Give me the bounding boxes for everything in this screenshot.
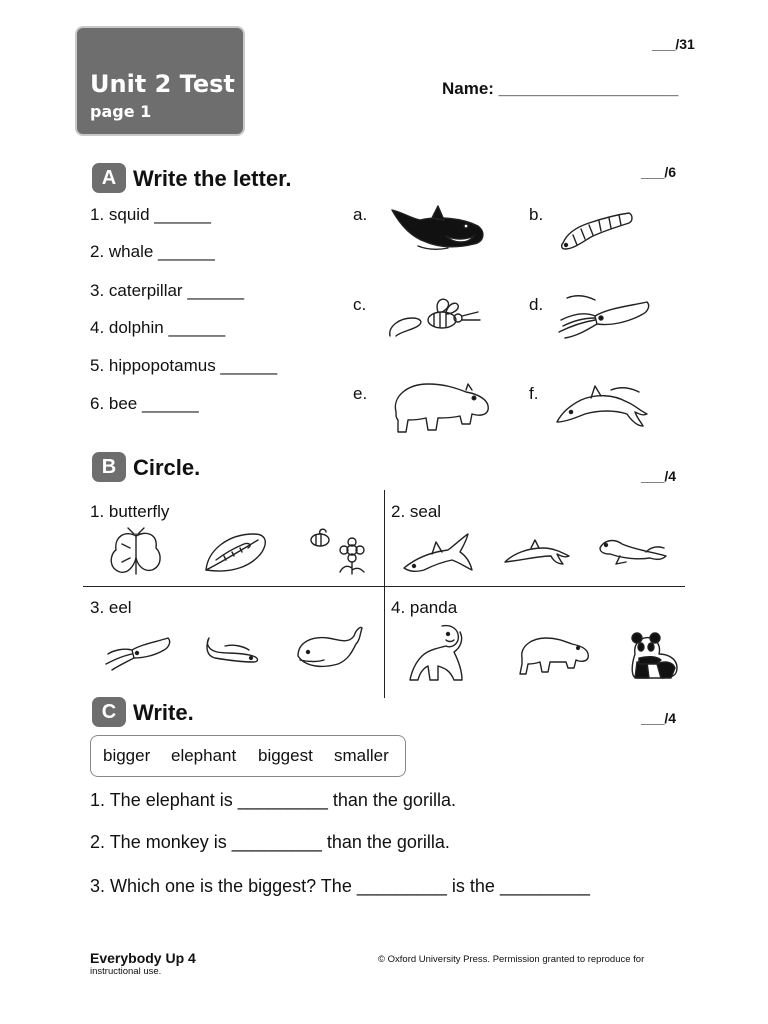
section-b-title: Circle.	[133, 455, 201, 480]
letter-a: a.	[353, 205, 368, 224]
section-b-score: ___/4	[641, 468, 677, 484]
sentence-2[interactable]: 2. The monkey is _________ than the gorilla.	[90, 832, 450, 852]
letter-f: f.	[529, 384, 539, 403]
section-a-badge: A	[92, 163, 126, 193]
shark-icon[interactable]	[402, 528, 474, 576]
sentence-1[interactable]: 1. The elephant is _________ than the gorilla.	[90, 790, 456, 810]
circle-item-3-label: 3. eel	[90, 598, 132, 617]
match-item-3[interactable]: 3. caterpillar ______	[90, 281, 245, 300]
squid-icon	[555, 292, 655, 342]
letter-c: c.	[353, 295, 367, 314]
circle-item-4-label: 4. panda	[391, 598, 458, 617]
whale-icon	[388, 202, 488, 254]
hippopotamus-icon[interactable]	[516, 634, 590, 676]
seal-icon[interactable]	[596, 532, 668, 568]
sentence-3[interactable]: 3. Which one is the biggest? The _________ is the _________	[90, 876, 591, 896]
butterfly-icon[interactable]	[104, 528, 168, 578]
bee-icon	[386, 292, 486, 342]
eel-icon[interactable]	[203, 634, 261, 666]
panda-icon[interactable]	[627, 632, 681, 680]
section-c-badge: C	[92, 697, 126, 727]
match-item-4[interactable]: 4. dolphin ______	[90, 318, 226, 337]
page-label: page 1	[90, 102, 152, 121]
letter-e: e.	[353, 384, 368, 403]
unit-title: Unit 2 Test	[90, 70, 235, 98]
dolphin-icon[interactable]	[503, 536, 573, 568]
footer-use: instructional use.	[90, 966, 162, 977]
dolphin-icon	[555, 380, 651, 432]
match-item-6[interactable]: 6. bee ______	[90, 394, 199, 413]
circle-item-1-label: 1. butterfly	[90, 502, 170, 521]
letter-d: d.	[529, 295, 544, 314]
section-c-title: Write.	[133, 700, 194, 725]
name-field[interactable]: Name: ___________________	[442, 79, 679, 98]
section-a-score: ___/6	[641, 164, 677, 180]
whale-icon[interactable]	[294, 622, 364, 672]
squid-icon[interactable]	[104, 632, 172, 672]
footer-book-title: Everybody Up 4	[90, 950, 196, 966]
grid-vertical-line	[384, 490, 385, 698]
section-c-score: ___/4	[641, 710, 677, 726]
word-bank-item: elephant	[171, 746, 237, 765]
word-bank-item: smaller	[334, 746, 389, 765]
total-score: ___/31	[652, 36, 695, 52]
hippopotamus-icon	[388, 378, 492, 438]
gorilla-icon[interactable]	[402, 622, 470, 684]
letter-b: b.	[529, 205, 544, 224]
unit-title-box	[77, 28, 243, 134]
leaf-caterpillar-icon[interactable]	[202, 530, 270, 576]
match-item-1[interactable]: 1. squid ______	[90, 205, 211, 224]
section-a-title: Write the letter.	[133, 166, 292, 191]
word-bank	[90, 735, 406, 777]
footer-copyright: © Oxford University Press. Permission granted to reproduce for	[378, 954, 645, 965]
section-b-badge: B	[92, 452, 126, 482]
word-bank-item: biggest	[258, 746, 313, 765]
word-bank-item: bigger	[103, 746, 151, 765]
caterpillar-icon	[557, 205, 637, 253]
circle-item-2-label: 2. seal	[391, 502, 442, 521]
match-item-2[interactable]: 2. whale ______	[90, 242, 215, 261]
match-item-5[interactable]: 5. hippopotamus ______	[90, 356, 278, 375]
bee-flower-icon[interactable]	[306, 528, 366, 576]
